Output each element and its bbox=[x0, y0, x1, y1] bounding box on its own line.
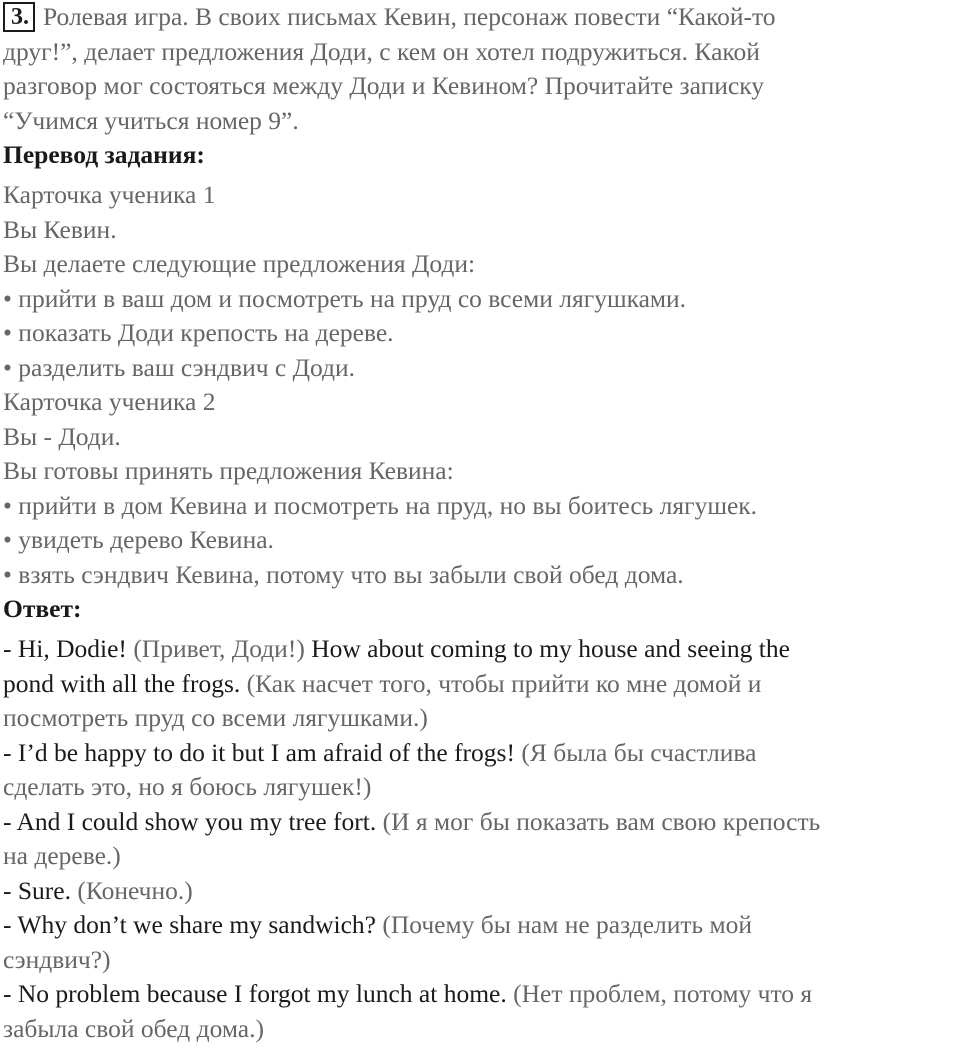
task-line: разговор мог состояться между Доди и Кевином? Прочитайте записку bbox=[3, 71, 765, 100]
translation-line: • прийти в дом Кевина и посмотреть на пруд, но вы боитесь лягушек. bbox=[3, 490, 758, 520]
answer-line bbox=[3, 667, 957, 702]
answer-line bbox=[3, 874, 957, 909]
answer-translation-text: (Я была бы счастлива bbox=[521, 737, 757, 767]
answer-english-text: How about coming to my house and seeing the bbox=[311, 634, 790, 663]
translation-line: Карточка ученика 2 bbox=[3, 387, 216, 416]
answer-line bbox=[3, 908, 957, 943]
answer-english-text: - And I could show you my tree fort. bbox=[3, 806, 383, 836]
answer-english-text: - Hi, Dodie! bbox=[3, 634, 134, 663]
answer-translation-text: (Конечно.) bbox=[77, 875, 193, 905]
task-line: “Учимся учиться номер 9”. bbox=[3, 105, 299, 135]
document-page bbox=[3, 0, 957, 1046]
task-number-box: 3. bbox=[3, 2, 35, 32]
translation-line: Вы готовы принять предложения Кевина: bbox=[3, 456, 454, 485]
answer-line bbox=[3, 805, 957, 840]
answer-line bbox=[3, 632, 957, 667]
answer-line bbox=[3, 977, 957, 1012]
answer-line bbox=[3, 701, 957, 736]
answer-block bbox=[3, 632, 957, 1046]
translation-line: Карточка ученика 1 bbox=[3, 180, 216, 209]
translation-block bbox=[3, 178, 957, 592]
answer-translation-text: (Как насчет того, чтобы прийти ко мне домой и bbox=[246, 668, 762, 698]
answer-heading: Ответ: bbox=[3, 594, 82, 623]
translation-line: Вы Кевин. bbox=[3, 214, 117, 244]
translation-line: • взять сэндвич Кевина, потому что вы забыли свой обед дома. bbox=[3, 559, 684, 589]
translation-heading: Перевод задания: bbox=[3, 140, 205, 169]
answer-translation-text: (Нет проблем, потому что я bbox=[513, 979, 813, 1008]
translation-line: Вы делаете следующие предложения Доди: bbox=[3, 249, 476, 278]
answer-translation-text: сделать это, но я боюсь лягушек!) bbox=[3, 772, 372, 801]
answer-translation-text: (Привет, Доди!) bbox=[133, 634, 312, 663]
answer-line bbox=[3, 839, 957, 874]
task-text: Ролевая игра. В своих письмах Кевин, персонаж повести “Какой-то bbox=[43, 2, 776, 31]
translation-line: • разделить ваш сэндвич с Доди. bbox=[3, 352, 356, 382]
answer-translation-text: (Почему бы нам не разделить мой bbox=[382, 910, 753, 939]
answer-translation-text: на дереве.) bbox=[3, 841, 121, 870]
task-line: друг!”, делает предложения Доди, с кем он хотел подружиться. Какой bbox=[3, 36, 760, 66]
answer-line bbox=[3, 736, 957, 771]
translation-line: Вы - Доди. bbox=[3, 421, 121, 451]
task-line bbox=[3, 0, 957, 35]
translation-line: • увидеть дерево Кевина. bbox=[3, 525, 274, 554]
answer-line bbox=[3, 943, 957, 978]
answer-translation-text: (И я мог бы показать вам свою крепость bbox=[382, 806, 821, 836]
answer-line bbox=[3, 1012, 957, 1047]
answer-translation-text: посмотреть пруд со всеми лягушками.) bbox=[3, 703, 428, 732]
answer-english-text: - Sure. bbox=[3, 875, 78, 905]
answer-english-text: - Why don’t we share my sandwich? bbox=[3, 910, 383, 939]
translation-line: • прийти в ваш дом и посмотреть на пруд со всеми лягушками. bbox=[3, 283, 687, 313]
answer-english-text: - No problem because I forgot my lunch at home. bbox=[3, 979, 514, 1008]
translation-line: • показать Доди крепость на дереве. bbox=[3, 318, 394, 347]
answer-translation-text: сэндвич?) bbox=[3, 944, 111, 974]
answer-line bbox=[3, 770, 957, 805]
answer-english-text: - I’d be happy to do it but I am afraid of the frogs! bbox=[3, 737, 522, 767]
answer-translation-text: забыла свой обед дома.) bbox=[3, 1013, 264, 1043]
answer-english-text: pond with all the frogs. bbox=[3, 668, 247, 698]
